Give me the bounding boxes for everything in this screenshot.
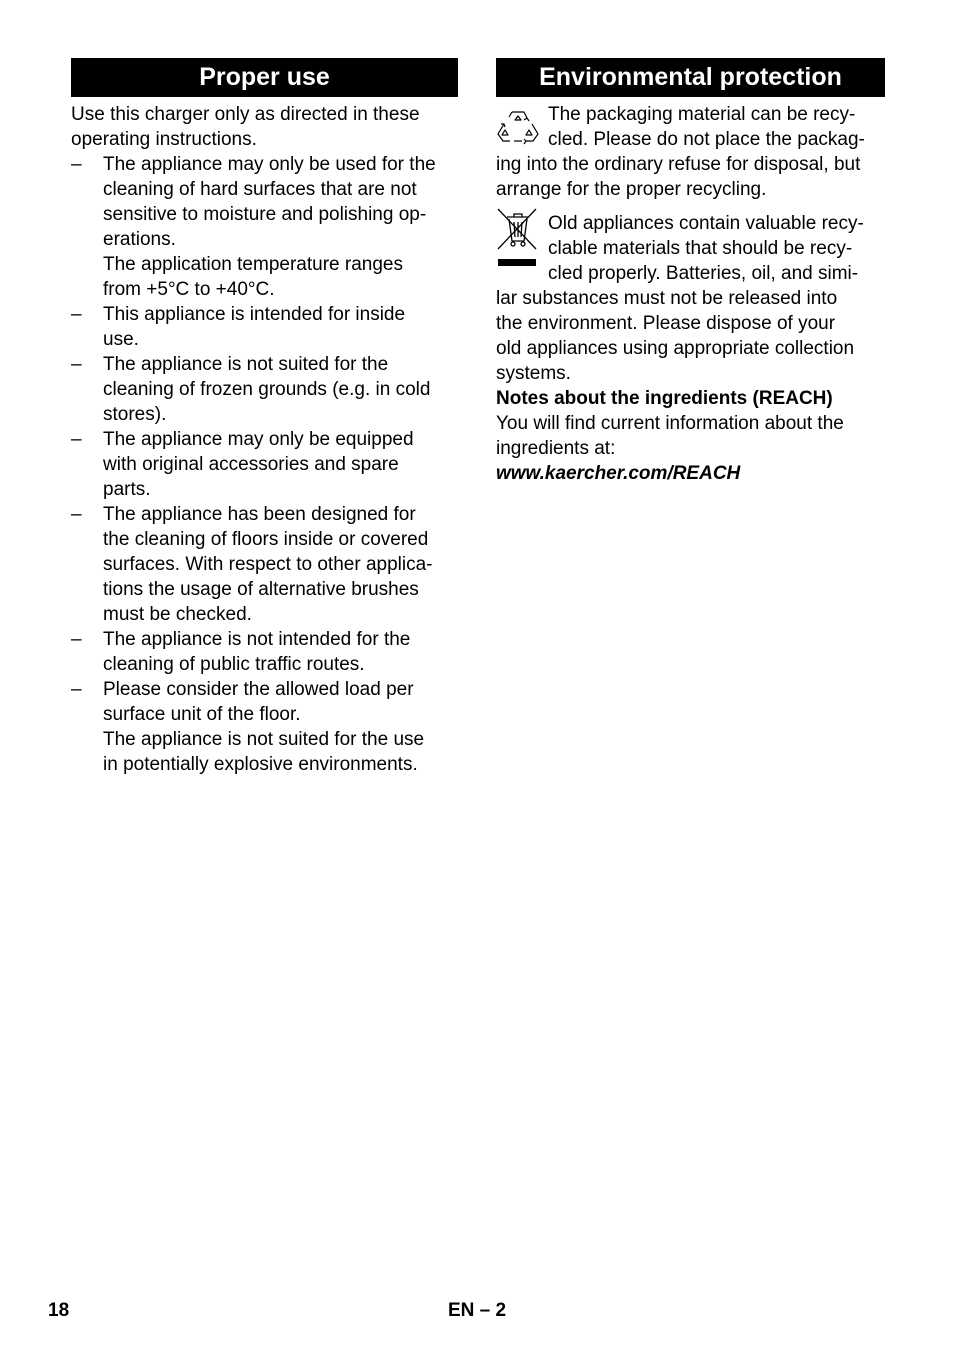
bullet-dash: – — [71, 354, 82, 375]
list-item — [71, 677, 458, 727]
environmental-protection-section — [496, 58, 885, 486]
list-item-line: tions the usage of alternative brushes — [103, 579, 419, 600]
list-item — [71, 352, 458, 427]
list-item — [71, 627, 458, 677]
paragraph-line: cled properly. Batteries, oil, and simi- — [548, 263, 859, 284]
reach-link[interactable]: www.kaercher.com/REACH — [496, 463, 741, 484]
proper-use-heading: Proper use — [71, 58, 458, 97]
temperature-note — [71, 252, 458, 302]
list-item-line: parts. — [103, 479, 151, 500]
bullet-dash: – — [71, 504, 82, 525]
list-item-line: cleaning of public traffic routes. — [103, 654, 365, 675]
section-label: EN – 2 — [448, 1300, 507, 1321]
paragraph-line: The packaging material can be recy- — [548, 104, 856, 125]
reach-heading: Notes about the ingredients (REACH) — [496, 388, 833, 409]
bullet-dash: – — [71, 154, 82, 175]
list-item-line: the cleaning of floors inside or covered — [103, 529, 429, 550]
bullet-dash: – — [71, 304, 82, 325]
list-item-line: use. — [103, 329, 139, 350]
list-item-line: cleaning of frozen grounds (e.g. in cold — [103, 379, 431, 400]
list-item-line: The appliance may only be equipped — [103, 429, 414, 450]
list-item — [71, 302, 458, 352]
old-appliances-paragraph — [496, 211, 885, 386]
paragraph-line: ing into the ordinary refuse for disposal, but — [496, 154, 861, 175]
list-item-line: The appliance is not suited for the — [103, 354, 389, 375]
bullet-dash: – — [71, 679, 82, 700]
recycling-icon — [496, 108, 540, 153]
list-item-line: stores). — [103, 404, 167, 425]
list-item-line: Please consider the allowed load per — [103, 679, 414, 700]
environmental-protection-heading: Environmental protection — [496, 58, 885, 97]
list-item-line: cleaning of hard surfaces that are not — [103, 179, 417, 200]
list-item-line: surfaces. With respect to other applica- — [103, 554, 433, 575]
list-item — [71, 427, 458, 502]
reach-text-line: You will find current information about the — [496, 413, 844, 434]
paragraph-line: cled. Please do not place the packag- — [548, 129, 865, 150]
list-item-line: The appliance has been designed for — [103, 504, 416, 525]
list-item-line: The appliance is not intended for the — [103, 629, 411, 650]
list-item-line: with original accessories and spare — [103, 454, 399, 475]
paragraph-line: old appliances using appropriate collection — [496, 338, 855, 359]
bullet-dash: – — [71, 429, 82, 450]
list-item-line: must be checked. — [103, 604, 252, 625]
list-item-line: This appliance is intended for inside — [103, 304, 406, 325]
note-line: The application temperature ranges — [103, 254, 403, 275]
list-item — [71, 152, 458, 252]
paragraph-line: clable materials that should be recy- — [548, 238, 853, 259]
list-item-line: erations. — [103, 229, 176, 250]
reach-text-line: ingredients at: — [496, 438, 616, 459]
list-item — [71, 502, 458, 627]
list-item-line: sensitive to moisture and polishing op- — [103, 204, 427, 225]
page-number: 18 — [48, 1300, 70, 1321]
paragraph-line: lar substances must not be released into — [496, 288, 838, 309]
note-line: in potentially explosive environments. — [103, 754, 418, 775]
intro-line: Use this charger only as directed in these — [71, 104, 420, 125]
paragraph-line: arrange for the proper recycling. — [496, 179, 767, 200]
packaging-paragraph — [496, 102, 885, 202]
crossed-out-wheelie-bin-icon — [496, 207, 540, 274]
proper-use-section — [71, 58, 458, 777]
note-line: from +5°C to +40°C. — [103, 279, 275, 300]
paragraph-line: systems. — [496, 363, 571, 384]
list-item-line: The appliance may only be used for the — [103, 154, 436, 175]
paragraph-line: the environment. Please dispose of your — [496, 313, 836, 334]
explosive-note — [71, 727, 458, 777]
bullet-dash: – — [71, 629, 82, 650]
paragraph-line: Old appliances contain valuable recy- — [548, 213, 864, 234]
intro-line: operating instructions. — [71, 129, 257, 150]
list-item-line: surface unit of the floor. — [103, 704, 301, 725]
note-line: The appliance is not suited for the use — [103, 729, 425, 750]
